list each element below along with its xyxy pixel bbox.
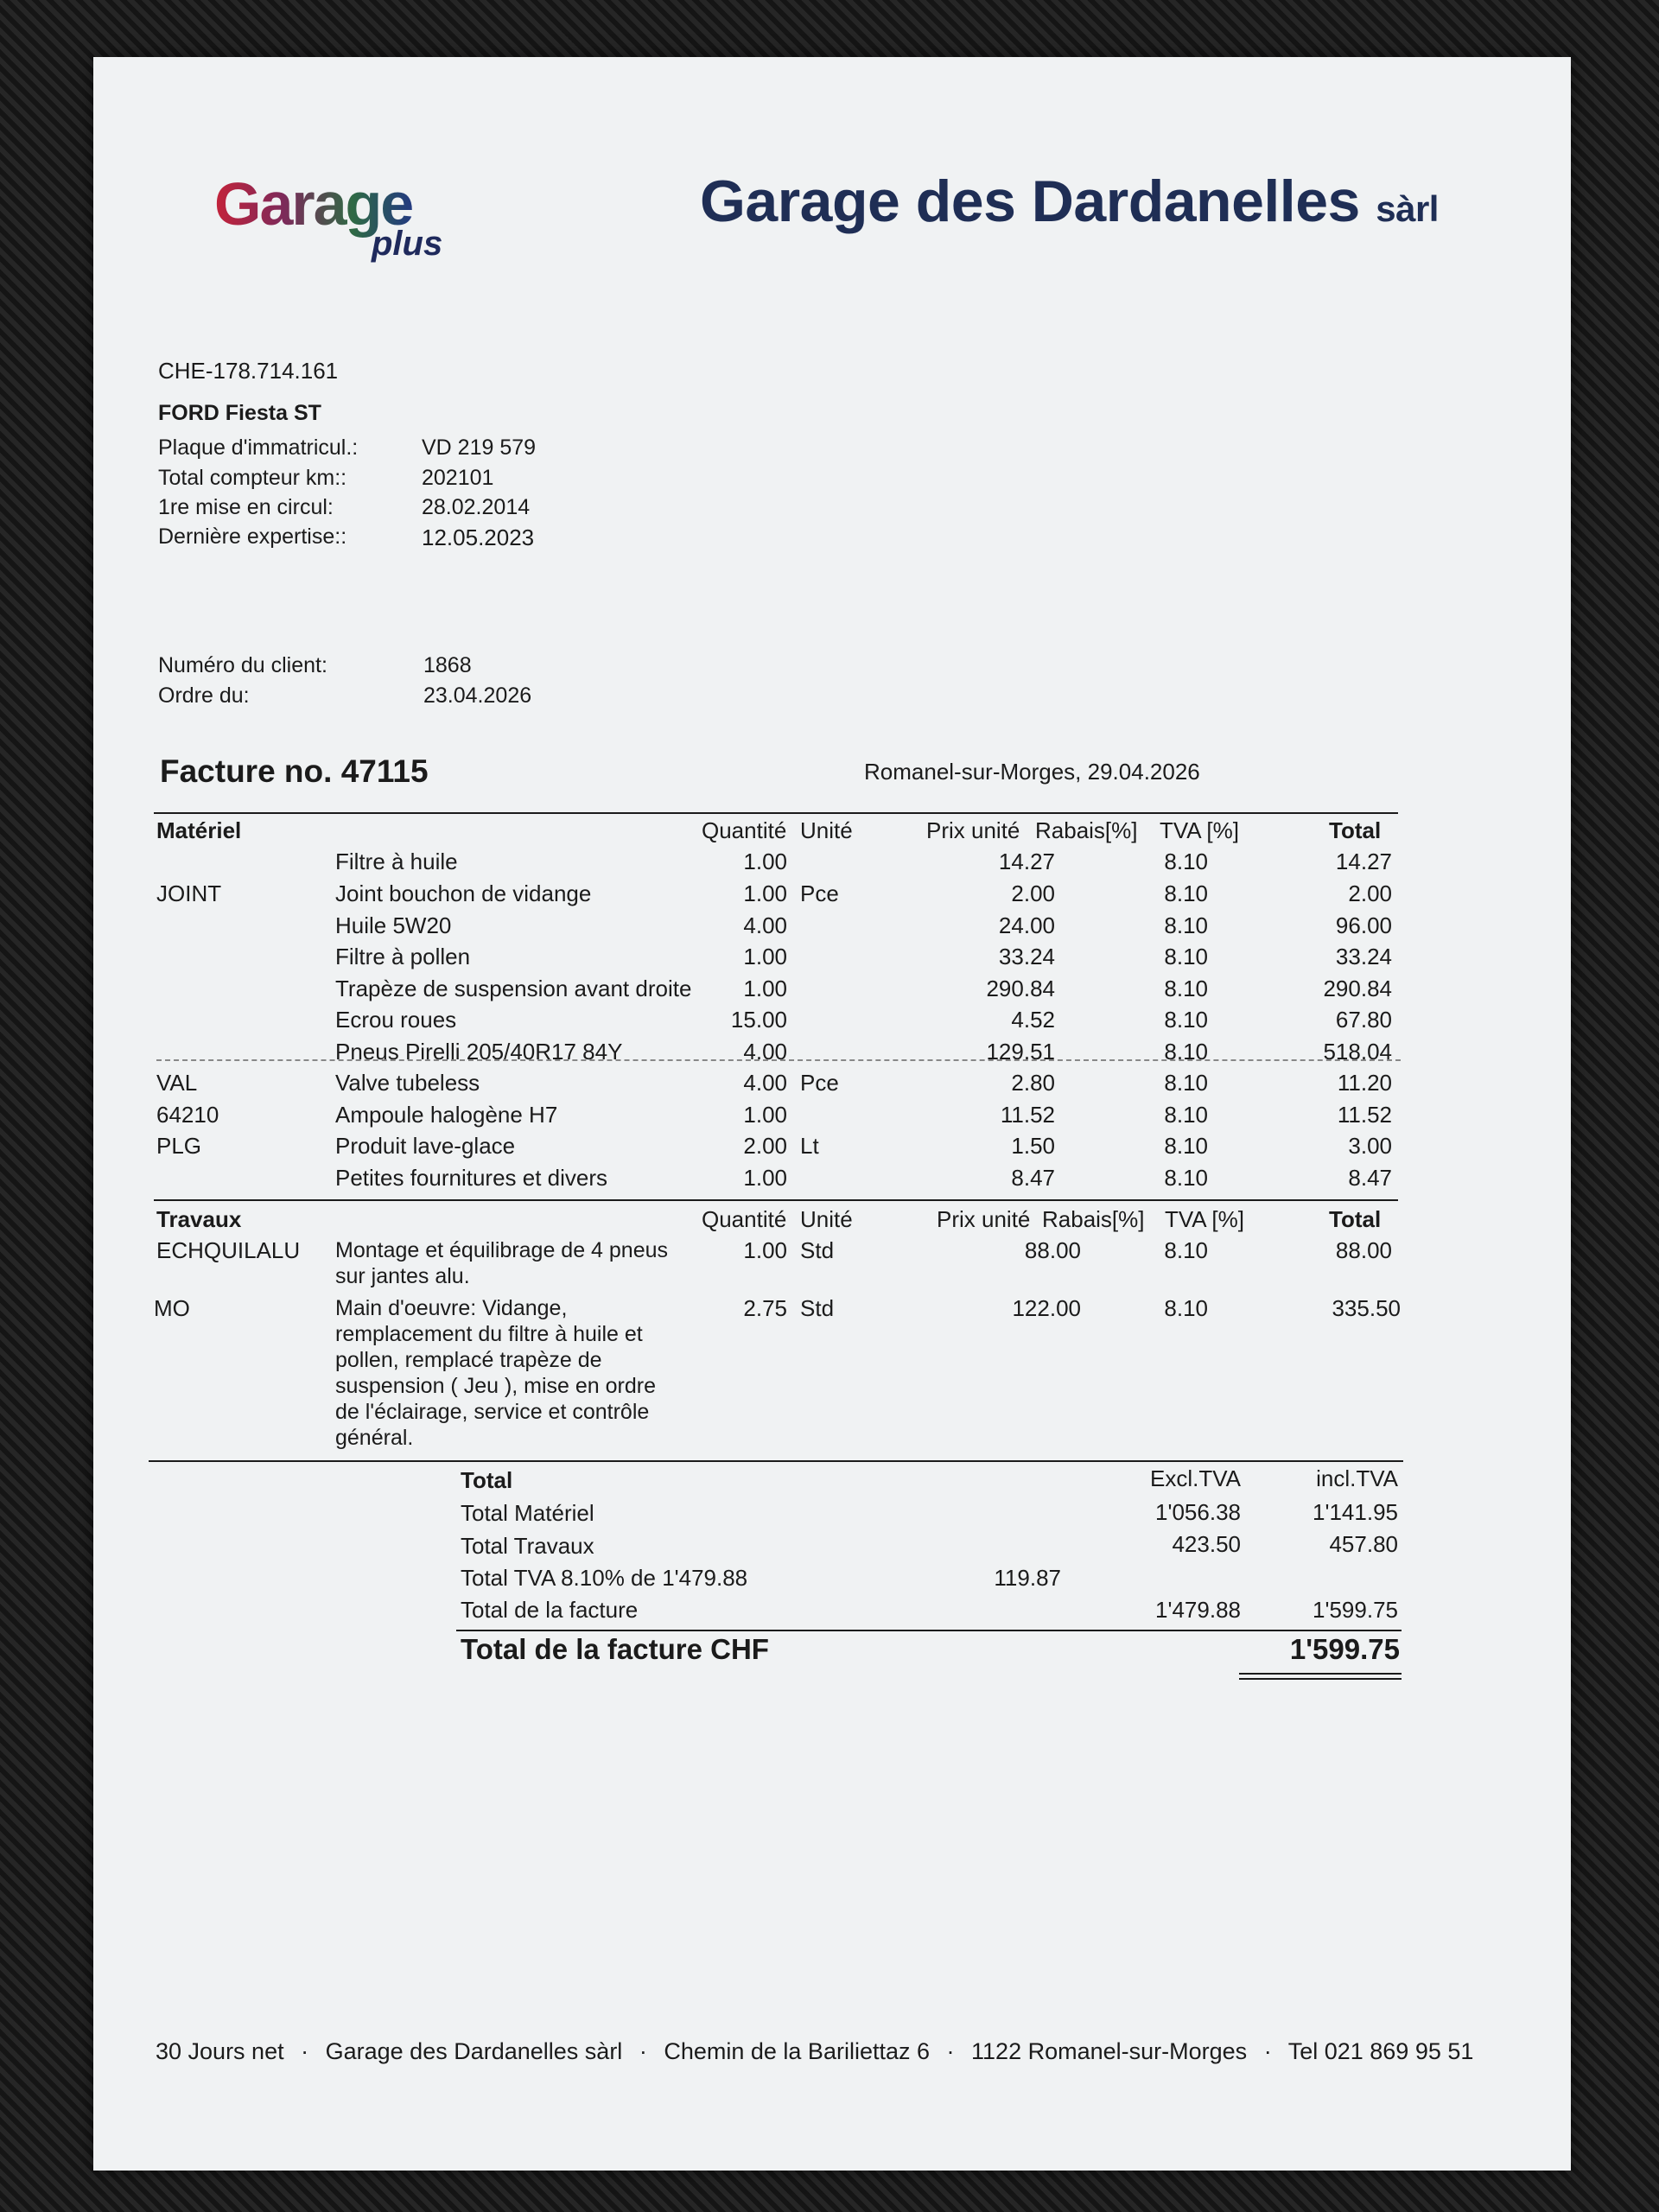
vehicle-value-inspection: 12.05.2023 — [422, 524, 535, 550]
vat-id: CHE-178.714.161 — [158, 358, 339, 384]
grand-total-value: 1'599.75 — [1289, 1633, 1400, 1665]
totals-incl-header: incl.TVA — [1316, 1465, 1398, 1491]
totals-materials-excl: 1'056.38 — [1155, 1499, 1241, 1525]
company-name-text: Garage des Dardanelles — [700, 168, 1360, 234]
client-value-order: 23.04.2026 — [423, 683, 532, 708]
row-unit: Std — [800, 1295, 835, 1321]
row-price: 11.52 — [1000, 1102, 1055, 1128]
row-tva: 8.10 — [1164, 1295, 1208, 1321]
row-code: PLG — [156, 1133, 202, 1159]
row-desc: Ampoule halogène H7 — [335, 1102, 558, 1128]
footer-city: 1122 Romanel-sur-Morges — [971, 2038, 1248, 2064]
row-qty: 15.00 — [730, 1007, 787, 1033]
row-price: 4.52 — [1011, 1007, 1055, 1033]
row-unit: Std — [800, 1237, 835, 1263]
col-discount-header: Rabais[%] — [1042, 1206, 1145, 1232]
footer-separator: · — [639, 2038, 647, 2064]
row-qty: 1.00 — [743, 880, 787, 906]
table-row — [93, 1237, 1571, 1298]
col-total-header: Total — [1329, 817, 1382, 843]
col-discount-header: Rabais[%] — [1035, 817, 1138, 843]
row-qty: 1.00 — [743, 1165, 787, 1191]
invoice-place-date: Romanel-sur-Morges, 29.04.2026 — [864, 759, 1200, 785]
row-desc: Ecrou roues — [335, 1007, 457, 1033]
totals-invoice-incl: 1'599.75 — [1313, 1597, 1398, 1623]
row-qty: 4.00 — [743, 1070, 787, 1096]
row-qty: 2.00 — [743, 1133, 787, 1159]
table-row — [93, 880, 1571, 912]
row-total: 88.00 — [1335, 1237, 1392, 1263]
col-total-header: Total — [1329, 1206, 1382, 1232]
row-tva: 8.10 — [1164, 1133, 1208, 1159]
table-row — [93, 849, 1571, 880]
row-price: 24.00 — [998, 912, 1055, 938]
company-suffix: sàrl — [1376, 188, 1439, 229]
invoice-title: Facture no. 47115 — [160, 753, 429, 789]
row-price: 2.00 — [1011, 880, 1055, 906]
col-tva-header: TVA [%] — [1165, 1206, 1244, 1232]
client-label-order: Ordre du: — [158, 683, 250, 708]
logo-word: Garage — [214, 170, 413, 238]
row-qty: 1.00 — [743, 849, 787, 874]
grand-total-label: Total de la facture CHF — [461, 1633, 769, 1665]
row-desc: Valve tubeless — [335, 1070, 480, 1096]
garageplus-logo — [214, 169, 474, 282]
table-top-rule — [154, 812, 1398, 814]
row-desc: Petites fournitures et divers — [335, 1165, 608, 1191]
materials-heading: Matériel — [156, 817, 242, 843]
footer-separator: · — [301, 2038, 309, 2064]
row-price: 290.84 — [986, 976, 1055, 1001]
row-desc: Montage et équilibrage de 4 pneus sur jantes alu. — [335, 1238, 669, 1288]
vehicle-label-first-reg: 1re mise en circul: — [158, 495, 334, 519]
invoice-paper — [93, 57, 1571, 2171]
footer-separator: · — [946, 2038, 955, 2064]
row-unit: Lt — [800, 1133, 819, 1159]
row-price: 14.27 — [998, 849, 1055, 874]
row-qty: 1.00 — [743, 944, 787, 969]
totals-tva-label: Total TVA 8.10% de 1'479.88 — [461, 1565, 748, 1591]
totals-excl-header: Excl.TVA — [1150, 1465, 1241, 1491]
row-price: 33.24 — [998, 944, 1055, 969]
row-code: 64210 — [156, 1102, 219, 1128]
row-price: 2.80 — [1011, 1070, 1055, 1096]
row-total: 11.20 — [1337, 1070, 1392, 1096]
row-tva: 8.10 — [1164, 880, 1208, 906]
totals-materials-label: Total Matériel — [461, 1500, 594, 1526]
row-price: 1.50 — [1011, 1133, 1055, 1159]
row-desc: Produit lave-glace — [335, 1133, 516, 1159]
row-tva: 8.10 — [1164, 849, 1208, 874]
vehicle-value-plate: VD 219 579 — [422, 435, 537, 460]
row-total: 335.50 — [1332, 1295, 1401, 1321]
footer-separator: · — [1263, 2038, 1272, 2064]
col-unit-header: Unité — [800, 1206, 853, 1232]
row-total: 11.52 — [1337, 1102, 1392, 1128]
row-total: 3.00 — [1348, 1133, 1392, 1159]
totals-materials-incl: 1'141.95 — [1313, 1499, 1398, 1525]
vehicle-label-inspection: Dernière expertise:: — [158, 524, 347, 549]
row-qty: 1.00 — [743, 976, 787, 1001]
client-value-number: 1868 — [423, 653, 472, 677]
row-desc: Pneus Pirelli 205/40R17 84Y — [335, 1039, 623, 1065]
row-desc: Trapèze de suspension avant droite — [335, 976, 692, 1001]
row-total: 67.80 — [1335, 1007, 1392, 1033]
totals-invoice-excl: 1'479.88 — [1155, 1597, 1241, 1623]
col-unit-header: Unité — [800, 817, 853, 843]
table-row — [93, 1007, 1571, 1038]
row-desc: Huile 5W20 — [335, 912, 452, 938]
table-row — [93, 1070, 1571, 1101]
col-qty-header: Quantité — [702, 817, 787, 843]
row-unit: Pce — [800, 880, 839, 906]
row-tva: 8.10 — [1164, 1070, 1208, 1096]
row-tva: 8.10 — [1164, 1165, 1208, 1191]
row-qty: 4.00 — [743, 912, 787, 938]
row-desc: Filtre à huile — [335, 849, 458, 874]
table-row — [93, 976, 1571, 1007]
col-tva-header: TVA [%] — [1160, 817, 1239, 843]
row-code: JOINT — [156, 880, 222, 906]
table-row — [93, 1102, 1571, 1133]
logo-sub: plus — [372, 225, 443, 263]
row-qty: 4.00 — [743, 1039, 787, 1065]
grand-total-underline-1 — [1239, 1673, 1402, 1675]
fold-crease — [156, 1059, 1401, 1061]
row-total: 33.24 — [1335, 944, 1392, 969]
table-row — [93, 1039, 1571, 1070]
labor-heading: Travaux — [156, 1206, 242, 1232]
vehicle-value-km: 202101 — [422, 466, 494, 490]
footer — [156, 2038, 1473, 2065]
col-qty-header: Quantité — [702, 1206, 787, 1232]
col-price-header: Prix unité — [937, 1206, 1031, 1232]
row-total: 2.00 — [1348, 880, 1392, 906]
totals-labor-label: Total Travaux — [461, 1533, 594, 1559]
row-tva: 8.10 — [1164, 944, 1208, 969]
totals-heading: Total — [461, 1467, 513, 1493]
table-row — [93, 912, 1571, 944]
row-total: 96.00 — [1335, 912, 1392, 938]
row-code: ECHQUILALU — [156, 1237, 301, 1263]
row-desc: Main d'oeuvre: Vidange, remplacement du filtre à huile et pollen, remplacé trapèze de suspension ( Jeu ), mise en ordre de l'éclairage, service et contrôle général. — [335, 1296, 657, 1450]
totals-labor-incl: 457.80 — [1329, 1531, 1398, 1557]
materials-header-row — [93, 817, 1571, 849]
row-price: 88.00 — [1024, 1237, 1081, 1263]
totals-labor-excl: 423.50 — [1172, 1531, 1241, 1557]
row-total: 518.04 — [1323, 1039, 1392, 1065]
grand-total-top-rule — [456, 1630, 1402, 1631]
vehicle-value-first-reg: 28.02.2014 — [422, 495, 531, 519]
row-qty: 2.75 — [743, 1295, 787, 1321]
vehicle-model: FORD Fiesta ST — [158, 401, 321, 425]
vehicle-label-plate: Plaque d'immatricul.: — [158, 435, 359, 460]
col-price-header: Prix unité — [926, 817, 1020, 843]
table-row — [93, 944, 1571, 975]
company-name — [700, 168, 1439, 235]
row-qty: 1.00 — [743, 1237, 787, 1263]
row-qty: 1.00 — [743, 1102, 787, 1128]
table-row — [93, 1165, 1571, 1196]
row-tva: 8.10 — [1164, 912, 1208, 938]
row-tva: 8.10 — [1164, 1007, 1208, 1033]
row-price: 122.00 — [1012, 1295, 1081, 1321]
vehicle-label-km: Total compteur km:: — [158, 466, 347, 490]
row-price: 8.47 — [1011, 1165, 1055, 1191]
row-desc: Joint bouchon de vidange — [335, 880, 592, 906]
totals-tva-amount: 119.87 — [994, 1565, 1061, 1591]
totals-invoice-label: Total de la facture — [461, 1597, 639, 1623]
row-code: VAL — [156, 1070, 198, 1096]
row-price: 129.51 — [986, 1039, 1055, 1065]
table-row — [93, 1295, 1571, 1459]
client-label-number: Numéro du client: — [158, 653, 327, 677]
row-total: 14.27 — [1335, 849, 1392, 874]
row-tva: 8.10 — [1164, 1039, 1208, 1065]
grand-total-underline-2 — [1239, 1678, 1402, 1680]
row-unit: Pce — [800, 1070, 839, 1096]
labor-separator-rule — [154, 1199, 1398, 1201]
footer-company: Garage des Dardanelles sàrl — [325, 2038, 623, 2064]
table-row — [93, 1133, 1571, 1164]
row-tva: 8.10 — [1164, 1102, 1208, 1128]
row-code: MO — [154, 1295, 190, 1321]
footer-address: Chemin de la Bariliettaz 6 — [664, 2038, 930, 2064]
row-tva: 8.10 — [1164, 976, 1208, 1001]
labor-header-row — [93, 1206, 1571, 1237]
row-tva: 8.10 — [1164, 1237, 1208, 1263]
footer-phone: Tel 021 869 95 51 — [1287, 2038, 1474, 2064]
row-total: 290.84 — [1323, 976, 1392, 1001]
totals-top-rule — [149, 1460, 1403, 1462]
row-total: 8.47 — [1348, 1165, 1392, 1191]
row-desc: Filtre à pollen — [335, 944, 471, 969]
footer-terms: 30 Jours net — [156, 2038, 284, 2064]
